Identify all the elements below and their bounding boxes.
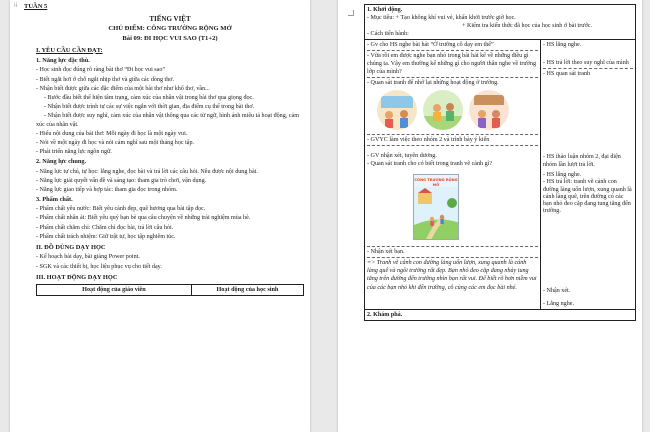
right-content: [364, 4, 636, 321]
student-step: - HS thảo luận nhóm 2, đại diện nhóm lần lượt trả lời.: [543, 154, 621, 169]
margin-corner-mark: [348, 10, 354, 16]
list-item: - Năng lực giải quyết vấn đề và sáng tạo: tham gia trò chơi, vận dụng.: [36, 177, 207, 184]
subsection-heading: 3. Phẩm chất.: [36, 195, 73, 203]
table-move-handle-icon[interactable]: ⁞⁞: [14, 3, 18, 9]
left-page: [10, 0, 310, 432]
school-activity-illustrations: [377, 90, 538, 130]
theme-title: CHỦ ĐIỂM: CÔNG TRƯỜNG RỘNG MỞ: [108, 25, 232, 33]
book-cover-title: CÔNG TRƯỜNG RỘNG MỞ: [414, 178, 458, 187]
teacher-step: - GVYC làm việc theo nhóm 2 và trình bày ý kiến: [367, 134, 538, 146]
section-heading: I. YÊU CẦU CẦN ĐẠT:: [36, 46, 103, 54]
student-step: - HS trả lời theo suy nghĩ của mình: [543, 59, 633, 69]
student-step: - HS lắng nghe.: [543, 172, 582, 179]
teacher-step: - Quan sát tranh để nhớ lại những hoạt động ở trường.: [367, 80, 499, 87]
student-step: - HS trả lời: tranh vẽ cảnh con đường làng uốn lượn, xung quanh là cánh làng quê, trên đường có các bạn nhỏ đeo cặp đang tung tăng đến trường.: [543, 179, 632, 215]
subsection-heading: 2. Năng lực chung.: [36, 158, 87, 166]
list-item: - Năng lực tự chủ, tự học: lắng nghe, đọc bài và trả lời các câu hỏi. Nêu được nội dung bài.: [36, 168, 258, 175]
list-item: - Nhận biết được giữa các đặc điểm của một bài thơ như khổ thơ, vần...: [36, 85, 210, 92]
teacher-step: - GV nhận xét, tuyên dương.: [367, 153, 437, 160]
activity-table-header: [36, 284, 304, 296]
teacher-step: - Quan sát tranh cho có biết trong tranh vẽ cảnh gì?: [367, 161, 493, 168]
teacher-step: - Gv cho HS nghe bài hát “Ở trường cô dạy em thế”: [367, 41, 538, 51]
textbook-cover-image: [413, 174, 459, 240]
list-item: - Năng lực giao tiếp và hợp tác: tham gia đọc trong nhóm.: [36, 186, 178, 193]
list-item: - Nói về một ngày đi học và nói cảm nghĩ sau một tháng học tập.: [36, 139, 195, 146]
col-header-student: Hoạt động của học sinh: [191, 285, 303, 296]
table-cell: [365, 5, 636, 40]
list-item: - Hiểu nội dung của bài thơ: Mỗi ngày đi học là một ngày vui.: [36, 130, 188, 137]
list-item: - Phát triển năng lực ngôn ngữ.: [36, 149, 112, 156]
goal-line: - Mục tiêu: + Tạo không khí vui vẻ, khấn khởi trước giờ học.: [367, 15, 516, 22]
student-step: - Lắng nghe.: [543, 301, 574, 308]
classroom-image: [377, 90, 417, 130]
section-heading: II. ĐỒ DÙNG DẠY HỌC: [36, 243, 106, 251]
subject-title: TIẾNG VIỆT: [149, 15, 191, 23]
list-item: - Biết ngắt hơi ở chỗ ngắt nhịp thơ và giữa các dòng thơ.: [36, 76, 175, 83]
method-line: - Cách tiến hành:: [367, 31, 409, 38]
left-content: [36, 15, 304, 296]
playground-image: [423, 90, 463, 130]
week-label: TUẦN 5: [24, 3, 48, 10]
section-heading: III. HOẠT ĐỘNG DẠY HỌC: [36, 273, 118, 281]
list-item: - Nhận biết được suy nghĩ, cảm xúc của nhân vật thông qua các từ ngữ, hình ảnh miêu tả hoạt động, cảm xúc của nhân vật.: [36, 113, 299, 128]
student-step: - Nhận xét.: [543, 288, 571, 295]
student-step: - HS quan sát tranh: [543, 71, 591, 78]
table-row: [365, 5, 636, 40]
activity-table: [364, 4, 636, 321]
student-step: - HS lắng nghe.: [543, 42, 582, 49]
subsection-heading: 1. Năng lực đặc thù.: [36, 57, 90, 65]
list-item: - Nhận biết được trình tự các sự việc ngắn với thời gian, địa điểm cụ thể trong bài thơ.: [44, 104, 255, 111]
list-item: - Phẩm chất nhân ái: Biết yêu quý bạn bè qua câu chuyện về những trải nghiệm mùa hè.: [36, 215, 251, 222]
activity-heading: 1. Khởi động.: [367, 7, 403, 13]
list-item: - Phẩm chất yêu nước: Biết yêu cảnh đẹp, quê hương qua bài tập đọc.: [36, 206, 206, 213]
list-item: - Kế hoạch bài dạy, bài giảng Power point.: [36, 254, 140, 261]
list-item: - SGK và các thiết bị, học liệu phục vụ cho tiết dạy.: [36, 263, 162, 270]
col-header-teacher: Hoạt động của giáo viên: [37, 285, 192, 296]
teacher-step: - Vừa rồi em được nghe bạn nhỏ trong bài hát kể về những điều gì chúng ta. Vậy em thường kể những gì cho người thân nghe về trường lớp của mình?: [367, 52, 538, 78]
table-row: [365, 310, 636, 321]
teacher-cell: [365, 40, 541, 310]
list-item: - Học sinh đọc đúng rõ ràng bài thơ “Đi học vui sao”: [36, 67, 166, 74]
list-item: - Phẩm chất chăm chỉ: Chăm chỉ đọc bài, trả lời câu hỏi.: [36, 224, 174, 231]
right-page: [338, 0, 642, 432]
teacher-conclusion: => Tranh vẽ cảnh con đường làng uốn lượn, xung quanh là cánh làng quê và ngôi trường rất đẹp. Bạn nhỏ đeo cặp đang nhảy tung tăng trên đường đến trường nhìn bạn rất vui. Để biết rõ hơn niềm vui của các bạn nhỏ khi đến trường, cô cùng các em đọc bài nhé.: [367, 260, 537, 291]
list-item: - Phẩm chất trách nhiệm: Giữ trật tự, học tập nghiêm túc.: [36, 233, 176, 240]
table-row: [365, 40, 636, 310]
activity-heading: 2. Khám phá.: [365, 310, 636, 321]
goal-line: + Kiểm tra kiến thức đã học của học sinh ở bài trước.: [462, 23, 593, 30]
library-image: [469, 90, 509, 130]
student-cell: [541, 40, 636, 310]
teacher-step: - Nhận xét bạn.: [367, 246, 538, 258]
list-item: - Bước đầu biết thể hiện tâm trạng, cảm xúc của nhân vật trong bài thơ qua giọng đọc.: [44, 95, 254, 102]
lesson-title: Bài 09: ĐI HỌC VUI SAO (T1+2): [122, 34, 218, 42]
